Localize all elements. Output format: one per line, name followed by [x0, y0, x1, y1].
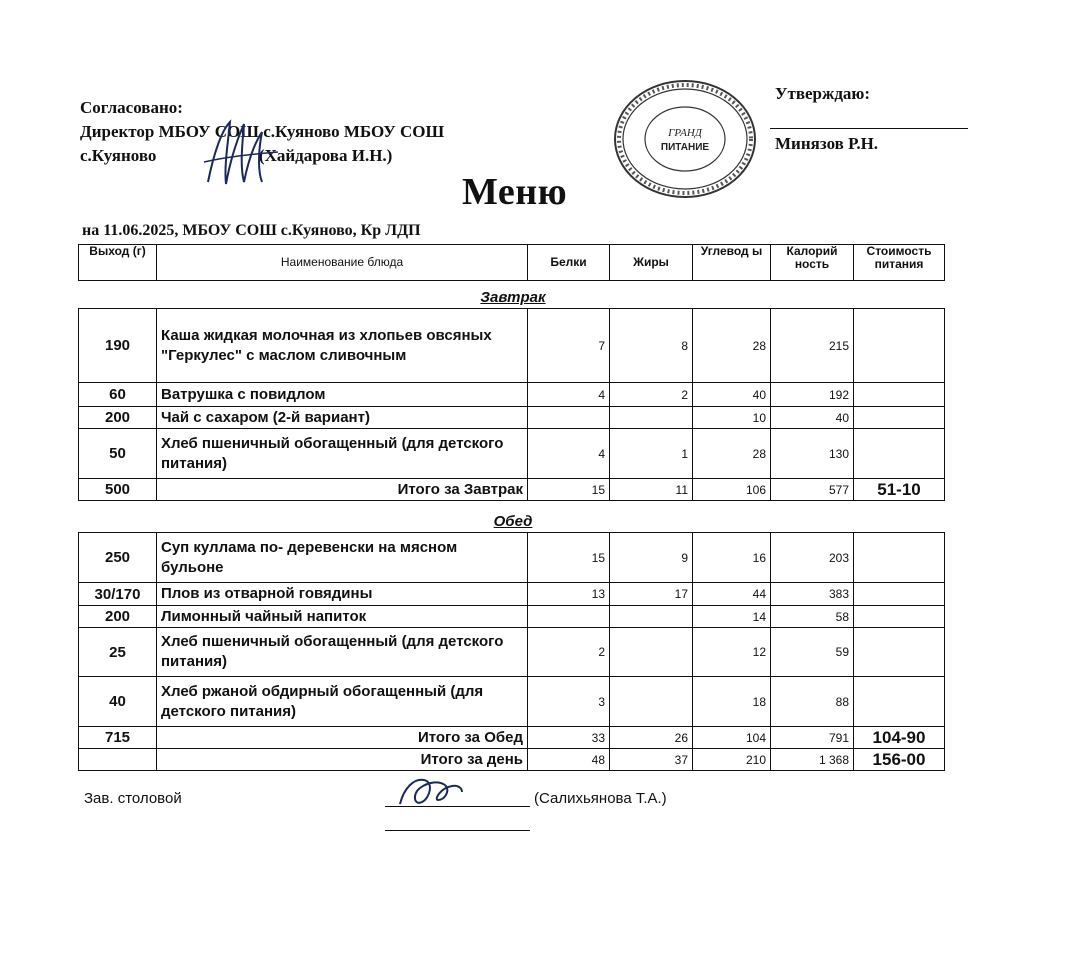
table-header [78, 244, 945, 281]
cell-fat: 2 [610, 383, 693, 407]
table-row [79, 628, 945, 677]
cell-dish: Хлеб пшеничный обогащенный (для детского питания) [157, 429, 528, 479]
cell-cost: 156-00 [854, 749, 945, 771]
cell-carbs: 16 [693, 533, 771, 583]
cell-carbs: 10 [693, 407, 771, 429]
cell-fat: 26 [610, 727, 693, 749]
cell-calories: 215 [771, 309, 854, 383]
cell-dish: Каша жидкая молочная из хлопьев овсяных "Геркулес" с маслом сливочным [157, 309, 528, 383]
cell-day-total-label: Итого за день [157, 749, 528, 771]
lunch-table [78, 532, 945, 771]
agreed-director-name: (Хайдарова И.Н.) [258, 146, 393, 165]
footer-position: Зав. столовой [84, 790, 182, 807]
cell-dish: Хлеб пшеничный обогащенный (для детского питания) [157, 628, 528, 677]
approve-label: Утверждаю: [775, 84, 871, 103]
canteen-signature [394, 774, 464, 810]
cell-cost: 51-10 [854, 479, 945, 501]
cell-carbs: 18 [693, 677, 771, 727]
col-carbs: Углевод ы [693, 245, 771, 281]
cell-calories: 203 [771, 533, 854, 583]
section-lunch: Обед [493, 513, 533, 530]
cell-carbs: 106 [693, 479, 771, 501]
signature-line [385, 806, 530, 807]
cell-cost: 104-90 [854, 727, 945, 749]
cell-carbs: 28 [693, 429, 771, 479]
breakfast-total-row [79, 479, 945, 501]
cell-dish: Чай с сахаром (2-й вариант) [157, 407, 528, 429]
cell-cost [854, 583, 945, 606]
col-name: Наименование блюда [157, 245, 528, 281]
cell-protein: 15 [528, 479, 610, 501]
cell-calories: 192 [771, 383, 854, 407]
approve-signature-line [770, 128, 968, 129]
cell-fat: 9 [610, 533, 693, 583]
cell-protein [528, 407, 610, 429]
approve-name: Минязов Р.Н. [775, 134, 879, 153]
cell-total-label: Итого за Обед [157, 727, 528, 749]
cell-output: 200 [79, 407, 157, 429]
cell-protein: 13 [528, 583, 610, 606]
cell-fat [610, 606, 693, 628]
lunch-total-row [79, 727, 945, 749]
table-row [79, 383, 945, 407]
table-row [79, 309, 945, 383]
table-row [79, 429, 945, 479]
cell-protein: 15 [528, 533, 610, 583]
cell-fat: 17 [610, 583, 693, 606]
table-row [79, 583, 945, 606]
cell-cost [854, 407, 945, 429]
cell-calories: 383 [771, 583, 854, 606]
agreed-label: Согласовано: [80, 98, 183, 117]
cell-protein: 4 [528, 429, 610, 479]
date-line: на 11.06.2025, МБОУ СОШ с.Куяново, Кр ЛДП [82, 222, 421, 239]
cell-protein: 3 [528, 677, 610, 727]
cell-calories: 1 368 [771, 749, 854, 771]
agreed-director: Директор МБОУ СОШ с.Куяново МБОУ СОШ [80, 122, 445, 141]
cell-total-label: Итого за Завтрак [157, 479, 528, 501]
cell-output: 715 [79, 727, 157, 749]
table-row [79, 407, 945, 429]
cell-calories: 58 [771, 606, 854, 628]
cell-output: 60 [79, 383, 157, 407]
cell-fat [610, 407, 693, 429]
cell-fat [610, 677, 693, 727]
cell-cost [854, 533, 945, 583]
cell-calories: 791 [771, 727, 854, 749]
cell-dish: Ватрушка с повидлом [157, 383, 528, 407]
cell-fat: 1 [610, 429, 693, 479]
cell-dish: Хлеб ржаной обдирный обогащенный (для детского питания) [157, 677, 528, 727]
cell-cost [854, 429, 945, 479]
cell-carbs: 14 [693, 606, 771, 628]
day-total-row [79, 749, 945, 771]
svg-text:ПИТАНИЕ: ПИТАНИЕ [660, 142, 710, 153]
cell-output: 40 [79, 677, 157, 727]
cell-calories: 130 [771, 429, 854, 479]
cell-cost [854, 606, 945, 628]
cell-calories: 59 [771, 628, 854, 677]
svg-text:ГРАНД: ГРАНД [668, 127, 702, 139]
col-output: Выход (г) [79, 245, 157, 281]
cell-output: 25 [79, 628, 157, 677]
cell-protein: 2 [528, 628, 610, 677]
cell-fat [610, 628, 693, 677]
cell-carbs: 104 [693, 727, 771, 749]
table-row [79, 533, 945, 583]
cell-cost [854, 309, 945, 383]
cell-output: 500 [79, 479, 157, 501]
cell-protein: 7 [528, 309, 610, 383]
section-breakfast: Завтрак [480, 289, 546, 306]
signature-line-lower [385, 830, 530, 831]
footer-name: (Салихьянова Т.А.) [534, 790, 667, 807]
cell-calories: 88 [771, 677, 854, 727]
agreed-school: с.Куяново [80, 146, 157, 165]
cell-output: 190 [79, 309, 157, 383]
cell-dish: Суп куллама по- деревенски на мясном бульоне [157, 533, 528, 583]
cell-protein: 4 [528, 383, 610, 407]
cell-fat: 11 [610, 479, 693, 501]
cell-dish: Плов из отварной говядины [157, 583, 528, 606]
cell-cost [854, 677, 945, 727]
cell-carbs: 44 [693, 583, 771, 606]
col-fat: Жиры [610, 245, 693, 281]
cell-dish: Лимонный чайный напиток [157, 606, 528, 628]
col-protein: Белки [528, 245, 610, 281]
cell-fat: 8 [610, 309, 693, 383]
cell-carbs: 40 [693, 383, 771, 407]
page-title: Меню [462, 171, 568, 213]
cell-fat: 37 [610, 749, 693, 771]
cell-output-empty [79, 749, 157, 771]
col-calories: Калорий ность [771, 245, 854, 281]
cell-output: 200 [79, 606, 157, 628]
cell-calories: 40 [771, 407, 854, 429]
cell-protein [528, 606, 610, 628]
cell-protein: 33 [528, 727, 610, 749]
cell-cost [854, 628, 945, 677]
cell-cost [854, 383, 945, 407]
breakfast-table [78, 308, 945, 501]
cell-output: 30/170 [79, 583, 157, 606]
table-row [79, 606, 945, 628]
director-signature [200, 112, 280, 192]
cell-output: 50 [79, 429, 157, 479]
cell-calories: 577 [771, 479, 854, 501]
cell-carbs: 28 [693, 309, 771, 383]
col-cost: Стоимость питания [854, 245, 945, 281]
cell-carbs: 12 [693, 628, 771, 677]
cell-protein: 48 [528, 749, 610, 771]
cell-output: 250 [79, 533, 157, 583]
table-row [79, 677, 945, 727]
cell-carbs: 210 [693, 749, 771, 771]
stamp-seal [612, 78, 758, 200]
